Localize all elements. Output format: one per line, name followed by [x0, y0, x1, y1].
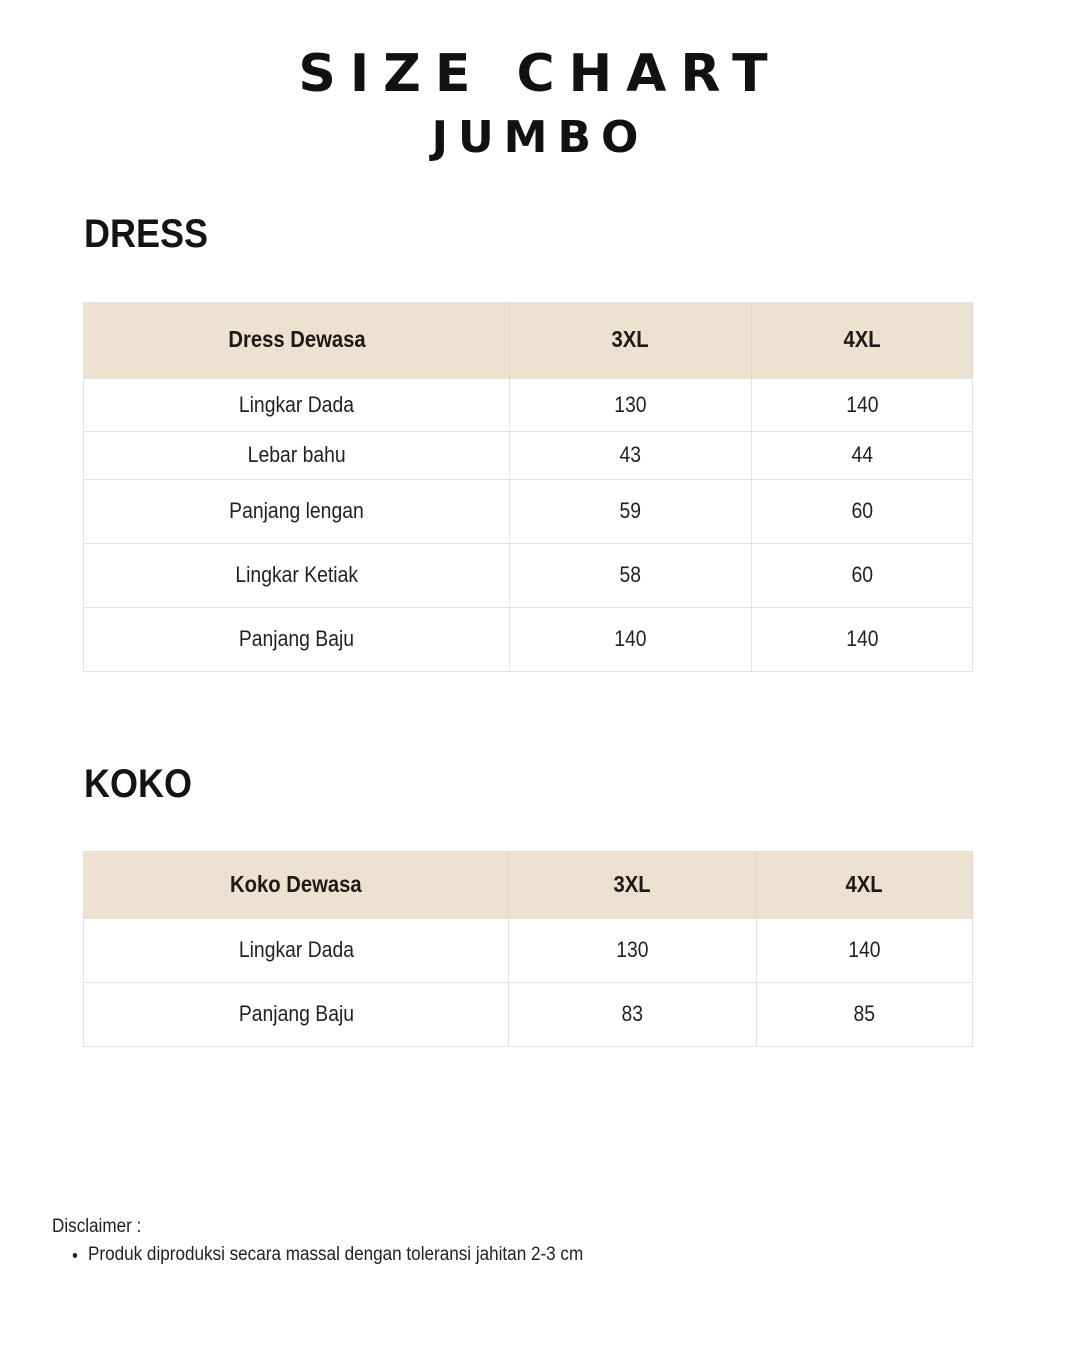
dress-size-table: [83, 302, 973, 672]
koko-header-3xl: 3XL: [509, 851, 757, 918]
disclaimer-list: [52, 1244, 638, 1266]
measurement-label: Lingkar Dada: [84, 918, 509, 982]
measurement-3xl: 140: [510, 607, 752, 671]
koko-section-title: KOKO: [84, 762, 192, 806]
page-subtitle: JUMBO: [431, 112, 649, 163]
koko-size-table: [83, 851, 973, 1047]
table-row: [84, 431, 973, 479]
table-row: [84, 982, 973, 1046]
measurement-4xl: 85: [757, 982, 973, 1046]
measurement-3xl: 83: [509, 982, 757, 1046]
dress-section-title: DRESS: [84, 212, 209, 256]
measurement-3xl: 58: [510, 543, 752, 607]
dress-header-garment: Dress Dewasa: [84, 302, 510, 378]
measurement-3xl: 59: [510, 479, 752, 543]
measurement-label: Lebar bahu: [84, 431, 510, 479]
page-title: SIZE CHART: [298, 44, 782, 104]
measurement-4xl: 140: [757, 918, 973, 982]
table-row: [84, 479, 973, 543]
measurement-4xl: 140: [752, 607, 973, 671]
measurement-4xl: 140: [752, 378, 973, 431]
dress-header-4xl: 4XL: [752, 302, 973, 378]
measurement-3xl: 43: [510, 431, 752, 479]
measurement-4xl: 60: [752, 479, 973, 543]
disclaimer: [52, 1216, 638, 1266]
measurement-label: Lingkar Ketiak: [84, 543, 510, 607]
dress-table-header-row: [84, 302, 973, 378]
dress-header-3xl: 3XL: [510, 302, 752, 378]
table-row: [84, 543, 973, 607]
koko-header-garment: Koko Dewasa: [84, 851, 509, 918]
measurement-4xl: 60: [752, 543, 973, 607]
measurement-label: Panjang Baju: [84, 607, 510, 671]
koko-table-header-row: [84, 851, 973, 918]
measurement-label: Panjang lengan: [84, 479, 510, 543]
table-row: [84, 607, 973, 671]
koko-header-4xl: 4XL: [757, 851, 973, 918]
measurement-label: Panjang Baju: [84, 982, 509, 1046]
table-row: [84, 918, 973, 982]
disclaimer-label: Disclaimer :: [52, 1216, 142, 1237]
measurement-label: Lingkar Dada: [84, 378, 510, 431]
disclaimer-item: • Produk diproduksi secara massal dengan toleransi jahitan 2-3 cm: [88, 1244, 583, 1266]
measurement-4xl: 44: [752, 431, 973, 479]
measurement-3xl: 130: [510, 378, 752, 431]
measurement-3xl: 130: [509, 918, 757, 982]
table-row: [84, 378, 973, 431]
